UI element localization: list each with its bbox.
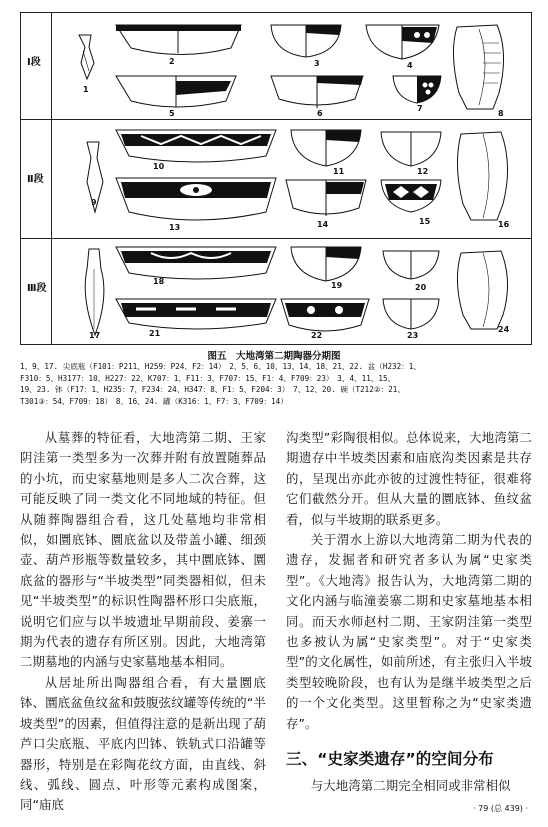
item-number: 5 <box>169 109 175 118</box>
pottery-phase-figure <box>20 12 532 345</box>
item-number: 4 <box>407 61 413 70</box>
paragraph: 从居址所出陶器组合看，有大量圜底钵、圜底盆鱼纹盆和鼓腹弦纹罐等传统的“半坡类型”的因素，但值得注意的是新出现了葫芦口尖底瓶、平底内凹钵、铁轨式口沿罐等器形，特别是在彩陶花纹方面，由直线、斜线、弧线、圆点、叶形等元素构成图案，同“庙底 <box>20 674 266 813</box>
left-column <box>20 428 266 816</box>
paragraph: 从墓葬的特征看，大地湾第二期、王家阴洼第一类型多为一次葬并附有放置随葬品的小坑，而史家墓地则是多人二次合葬，这可能反映了同一类文化不同地域的特征。但从随葬陶器组合看，这几处墓地均非常相似，如圜底钵、圜底盆以及带盖小罐、细颈壶、葫芦形瓶等数量较多，其中圜底钵、圜底盆的器形与“半坡类型”同类器相似，但未见“半坡类型”的标识性陶器杯形口尖底瓶，说明它们应与以半坡遗址早期前段、姜寨一期为代表的遗存有所区别。因此，大地湾第二期墓地的内涵与史家墓地基本相同。 <box>20 430 266 670</box>
phase-2-label: Ⅱ段 <box>27 174 44 185</box>
note-line: 19、23. 钵（F17：1、H235：7、F234：24、H347：8、F1：5、F204：3） 7、12、20. 碗（T212②：21、 <box>20 385 405 394</box>
note-line: F310：5、H3177：10、H227：22、K707：1、F11：3、F707：15、F1：4、F709：23） 3、4、11、15、 <box>20 373 396 383</box>
figure-caption: 图五 大地湾第二期陶器分期图 <box>207 351 341 362</box>
item-number: 15 <box>419 217 431 226</box>
right-column <box>286 428 532 797</box>
paragraph: 与大地湾第二期完全相同或非常相似 <box>310 778 511 794</box>
item-number: 13 <box>169 223 181 232</box>
item-number: 9 <box>91 198 97 207</box>
item-number: 18 <box>153 277 165 286</box>
item-number: 16 <box>498 220 510 229</box>
item-number: 23 <box>407 331 419 340</box>
item-number: 21 <box>149 329 161 338</box>
phase-3-drawings <box>21 239 531 344</box>
item-number: 17 <box>89 331 101 340</box>
page-number: · 79 (总 439) · <box>473 804 528 813</box>
item-number: 7 <box>417 104 423 113</box>
phase-2-row <box>21 120 531 239</box>
item-number: 22 <box>311 331 323 340</box>
item-number: 1 <box>83 85 89 94</box>
item-number: 20 <box>415 283 427 292</box>
item-number: 24 <box>498 325 510 334</box>
note-line: T301③：54、F709：18） 8、16、24. 罐（K316：1、F7：3、F709：14） <box>20 396 288 406</box>
item-number: 6 <box>317 109 323 118</box>
item-number: 2 <box>169 57 175 66</box>
item-number: 12 <box>417 167 429 176</box>
item-number: 14 <box>317 220 329 229</box>
phase-3-label: Ⅲ段 <box>27 283 47 294</box>
figure-notes <box>20 361 532 407</box>
phase-1-drawings <box>21 13 531 120</box>
note-line: 1、9、17. 尖底瓶（F101：P211、H259：P24、F2：14） 2、5、6、10、13、14、18、21、22. 盆（H232：1、 <box>20 362 421 371</box>
phase-3-row <box>21 239 531 344</box>
item-number: 19 <box>331 281 343 290</box>
phase-1-row <box>21 13 531 120</box>
paragraph: 沟类型”彩陶很相似。总体说来，大地湾第二期遗存中半坡类因素和庙底沟类因素是共存的，呈现出亦此亦彼的过渡性特征，很难将它们截然分开。但从大量的圜底钵、鱼纹盆看，似与半坡期的联系更多。 <box>286 430 532 527</box>
item-number: 11 <box>333 167 345 176</box>
phase-1-label: Ⅰ段 <box>27 57 41 68</box>
item-number: 10 <box>153 162 165 171</box>
phase-2-drawings <box>21 120 531 239</box>
section-heading: 三、“史家类遗存”的空间分布 <box>286 750 494 769</box>
item-number: 3 <box>314 59 320 68</box>
item-number: 8 <box>498 109 504 118</box>
paragraph: 关于渭水上游以大地湾第二期为代表的遗存，发掘者和研究者多认为属“史家类型”。《大地湾》报告认为，大地湾第二期的文化内涵与临潼姜寨二期和史家墓地基本相同。而天水师赵村二期、王家阴洼第一类型也多被认为属“史家类型”。对于“史家类型”的文化属性，如前所述，有主张归入半坡类型较晚阶段，也有认为是继半坡类型之后的一个文化类型。这里暂称之为“史家类遗存”。 <box>286 532 532 731</box>
